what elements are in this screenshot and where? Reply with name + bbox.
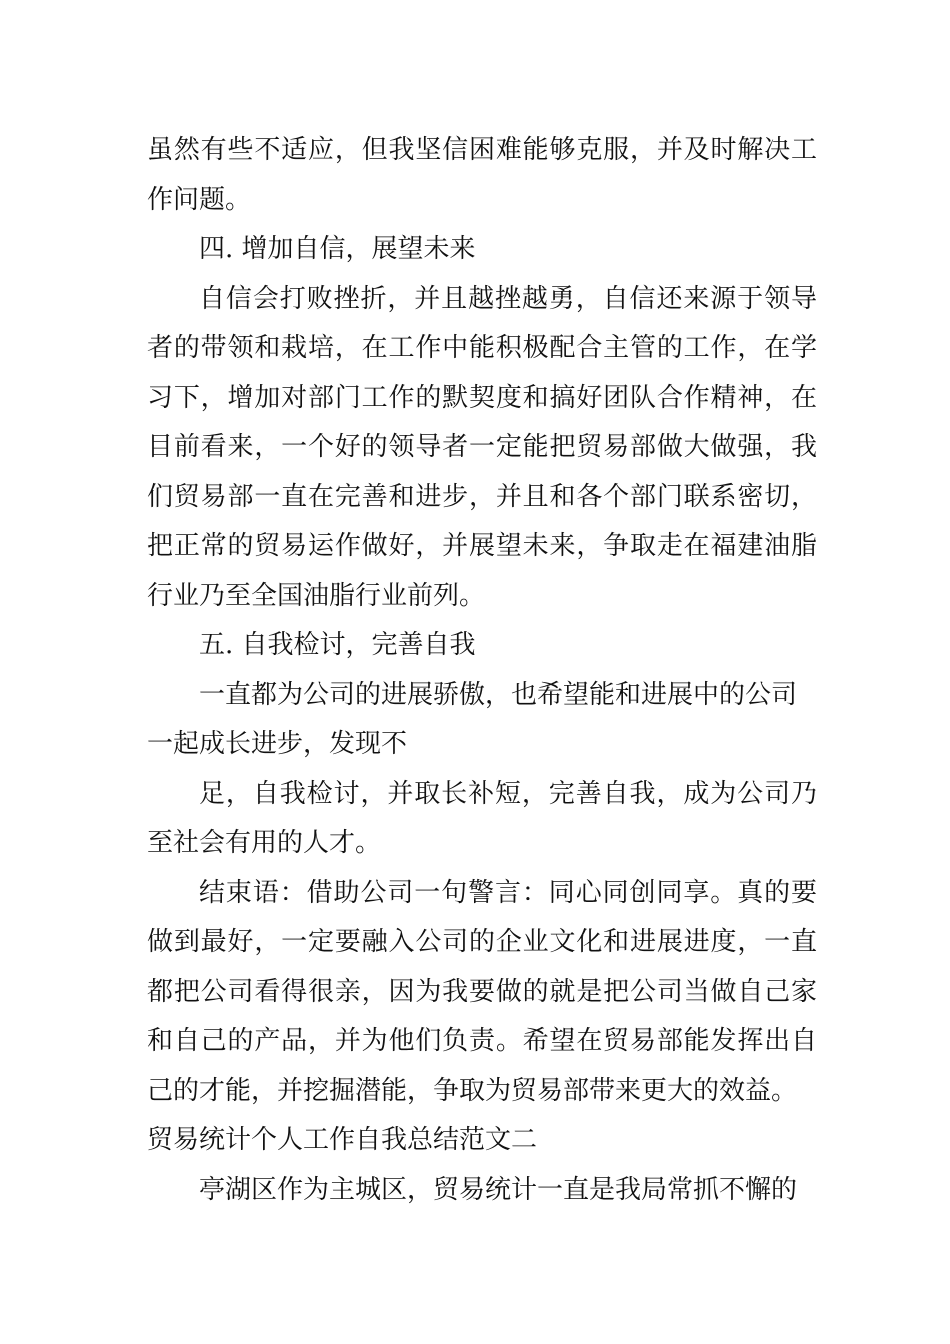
- document-body: [147, 126, 817, 1215]
- section-heading-4: 四. 增加自信，展望未来: [199, 234, 476, 264]
- paragraph-self-review: 足，自我检讨，并取长补短，完善自我，成为公司乃至社会有用的人才。: [147, 778, 817, 858]
- paragraph-continuation: 虽然有些不适应，但我坚信困难能够克服，并及时解决工作问题。: [147, 135, 817, 215]
- section-heading-5: 五. 自我检讨，完善自我: [199, 630, 476, 660]
- document-title-2: 贸易统计个人工作自我总结范文二: [147, 1125, 538, 1155]
- paragraph-intro-2: 亭湖区作为主城区，贸易统计一直是我局常抓不懈的: [199, 1174, 798, 1205]
- paragraph-confidence: 自信会打败挫折，并且越挫越勇，自信还来源于领导者的带领和栽培，在工作中能积极配合主管的工作，在学习下，增加对部门工作的默契度和搞好团队合作精神，在目前看来，一个好的领导者一定能把贸易部做大做强，我们贸易部一直在完善和进步，并且和各个部门联系密切，把正常的贸易运作做好，并展望未来，争取走在福建油脂行业乃至全国油脂行业前列。: [147, 283, 817, 611]
- paragraph-conclusion: 结束语：借助公司一句警言：同心同创同享。真的要做到最好，一定要融入公司的企业文化和进展进度，一直都把公司看得很亲，因为我要做的就是把公司当做自己家和自己的产品，并为他们负责。希望在贸易部能发挥出自己的才能，并挖掘潜能，争取为贸易部带来更大的效益。: [147, 877, 817, 1106]
- paragraph-growth: 一直都为公司的进展骄傲，也希望能和进展中的公司一起成长进步，发现不: [147, 679, 798, 759]
